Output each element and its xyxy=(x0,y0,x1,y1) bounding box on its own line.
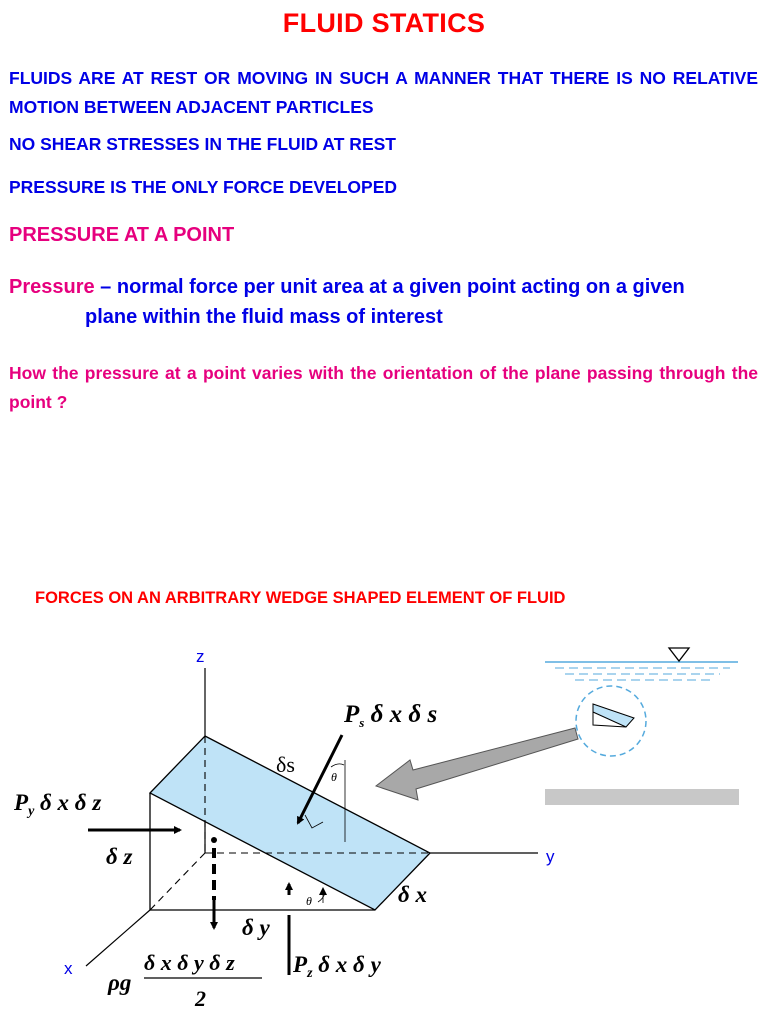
definition-text-b: plane within the fluid mass of interest xyxy=(85,306,443,328)
definition-term: Pressure xyxy=(9,276,95,298)
z-axis-label: z xyxy=(196,647,205,666)
pz-label: $P_z$ δ x δ y xyxy=(293,952,381,981)
ds-label: δs xyxy=(276,752,295,777)
free-surface-triangle-icon xyxy=(669,648,689,661)
weight-numerator: δ x δ y δ z xyxy=(144,950,235,975)
theta-arc-top xyxy=(331,764,344,767)
dx-label: δ x xyxy=(398,882,428,907)
orientation-question: How the pressure at a point varies with the orientation of the plane passing through the point ? xyxy=(9,363,758,412)
y-axis-label: y xyxy=(546,847,555,866)
theta-label-bottom: θ xyxy=(306,894,312,908)
dy-label: δ y xyxy=(242,915,270,940)
weight-coefficient: ρg xyxy=(108,970,132,995)
ps-label: $P_s$ δ x δ s xyxy=(344,701,438,730)
x-axis-label: x xyxy=(64,959,73,978)
weight-denominator: 2 xyxy=(195,986,206,1011)
center-point xyxy=(211,837,217,843)
figure-caption: FORCES ON AN ARBITRARY WEDGE SHAPED ELEMENT OF FLUID xyxy=(35,589,566,607)
ground-bar xyxy=(545,789,739,805)
element-magnifier-circle xyxy=(576,686,646,756)
theta-label-top: θ xyxy=(331,770,337,784)
theta-arc-bottom xyxy=(318,893,325,902)
intro-line-3: PRESSURE IS THE ONLY FORCE DEVELOPED xyxy=(9,177,397,197)
section-heading: PRESSURE AT A POINT xyxy=(9,224,235,246)
water-surface xyxy=(545,662,738,680)
definition-text-a: – normal force per unit area at a given point acting on a given xyxy=(94,276,685,298)
intro-line-1: FLUIDS ARE AT REST OR MOVING IN SUCH A MANNER THAT THERE IS NO RELATIVE MOTION BETWEEN ADJACENT PARTICLES xyxy=(9,68,758,117)
dz-label: δ z xyxy=(106,844,133,869)
page-title: FLUID STATICS xyxy=(282,8,486,38)
x-axis-line xyxy=(86,910,150,966)
small-wedge-icon xyxy=(593,704,634,727)
intro-line-2: NO SHEAR STRESSES IN THE FLUID AT REST xyxy=(9,134,396,154)
py-label: $P_y$ δ x δ z xyxy=(14,790,102,819)
